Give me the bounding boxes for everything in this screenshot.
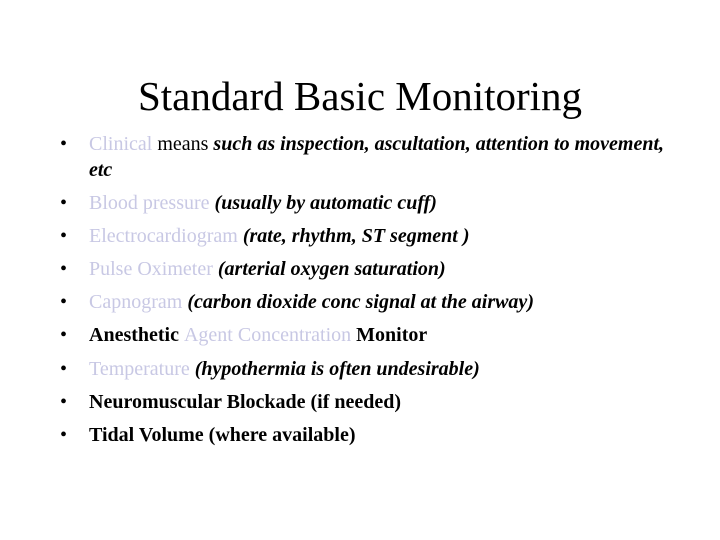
- bullet-description: (rate, rhythm, ST segment ): [237, 225, 470, 248]
- bullet-icon: •: [60, 133, 68, 155]
- bullet-item-pulse-oximeter: [60, 256, 680, 282]
- bullet-icon: •: [60, 423, 68, 446]
- bullet-text: Tidal Volume (where available): [89, 423, 356, 446]
- bullet-description: (usually by automatic cuff): [209, 192, 437, 215]
- bullet-term: Blood pressure: [89, 192, 210, 215]
- bullet-term: Clinical: [89, 133, 153, 155]
- bullet-item-tidal-volume: [60, 422, 680, 448]
- bullet-icon: •: [60, 357, 68, 380]
- bullet-item-temperature: [60, 356, 680, 382]
- bullet-text: Neuromuscular Blockade (if needed): [89, 390, 402, 413]
- bullet-icon: •: [60, 390, 68, 413]
- bullet-term: Pulse Oximeter: [89, 258, 213, 281]
- bullet-icon: •: [60, 192, 68, 215]
- bullet-icon: •: [60, 324, 68, 347]
- bullet-list: [60, 131, 680, 455]
- bullet-term: Agent Concentration: [183, 324, 352, 347]
- bullet-item-clinical: [60, 131, 680, 183]
- bullet-term: Capnogram: [89, 291, 183, 314]
- bullet-item-blood-pressure: [60, 190, 680, 216]
- bullet-icon: •: [60, 258, 68, 281]
- bullet-suffix: Monitor: [351, 324, 428, 347]
- bullet-icon: •: [60, 291, 68, 314]
- bullet-item-anesthetic-agent: [60, 322, 680, 348]
- bullet-description: (arterial oxygen saturation): [212, 258, 446, 281]
- bullet-description: (hypothermia is often undesirable): [189, 357, 480, 380]
- bullet-term: Temperature: [89, 357, 190, 380]
- bullet-item-neuromuscular: [60, 389, 680, 415]
- bullet-prefix: Anesthetic: [89, 324, 184, 347]
- bullet-description: such as inspection, ascultation, attention to movement, etc: [89, 133, 665, 181]
- bullet-item-electrocardiogram: [60, 223, 680, 249]
- bullet-item-capnogram: [60, 289, 680, 315]
- bullet-description: (carbon dioxide conc signal at the airway): [182, 291, 534, 314]
- bullet-term: Electrocardiogram: [89, 225, 238, 248]
- slide-title: Standard Basic Monitoring: [137, 73, 583, 119]
- bullet-icon: •: [60, 225, 68, 248]
- bullet-connector: means: [152, 133, 214, 155]
